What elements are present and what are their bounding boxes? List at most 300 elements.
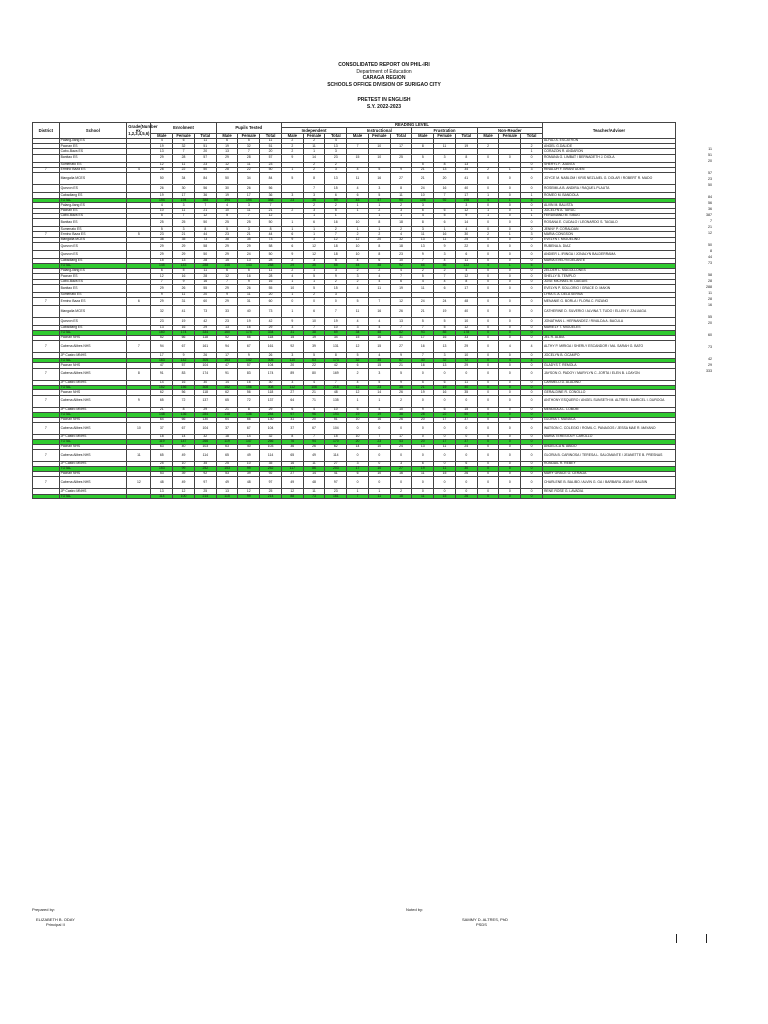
value-cell: 174 [238,331,260,336]
grade-cell: 10 [127,422,151,434]
value-cell: 8 [455,279,477,284]
value-cell: 7 [325,306,347,318]
value-cell: 16 [173,326,195,331]
noter-name: SAMMY D. ALTRES, PhD [462,917,508,922]
value-cell: 0 [499,203,521,208]
value-cell: 0 [499,243,521,251]
value-cell: 147 [173,440,195,445]
school-year: S.Y. 2022-2023 [366,103,402,110]
value-cell: 6 [347,193,369,198]
value-cell [281,185,303,193]
value-cell: 13 [216,326,238,331]
value-cell: 137 [260,395,282,407]
value-cell: 118 [260,336,282,341]
value-cell: 145 [216,264,238,269]
col-instructional: Instructional [347,128,412,133]
value-cell: 49 [281,477,303,489]
value-cell: 8 [325,353,347,358]
value-cell: 0 [521,219,543,227]
value-cell: 0 [281,298,303,306]
value-cell: 0 [390,477,412,489]
school-cell: TOTAL [59,385,127,390]
value-cell: 0 [521,390,543,395]
value-cell: 19 [216,144,238,149]
value-cell: 34 [173,173,195,185]
value-cell: 62 [325,444,347,449]
district-cell [33,494,60,499]
value-cell: 13 [390,318,412,326]
value-cell: 0 [477,341,499,353]
value-cell: 42 [194,318,216,326]
value-cell: 11 [412,232,434,237]
value-cell: 11 [434,144,456,149]
value-cell: 11 [238,208,260,213]
value-cell: 0 [434,489,456,494]
value-cell: 29 [455,363,477,368]
value-cell: 0 [499,407,521,412]
value-cell: 131 [325,341,347,353]
value-cell: 51 [325,417,347,422]
value-cell: 16 [281,462,303,467]
value-cell: 16 [368,336,390,341]
district-cell: 7 [33,298,60,306]
value-cell: 31 [173,298,195,306]
value-cell: 23 [216,318,238,326]
grade-cell [127,243,151,251]
value-cell: 0 [521,162,543,167]
value-cell: 18 [325,251,347,259]
value-cell: 11 [238,162,260,167]
value-cell: 67 [238,422,260,434]
value-cell: 44 [347,264,369,269]
value-cell: 2 [281,144,303,149]
value-cell: 0 [368,422,390,434]
value-cell: 0 [499,306,521,318]
value-cell: 0 [521,173,543,185]
col-non-reader: Non-Reader [477,128,542,133]
school-cell: JP Castro MNHS [59,462,127,467]
value-cell: 18 [325,243,347,251]
value-cell: 3 [173,203,195,208]
value-cell: 16 [238,274,260,279]
col-female: Female [499,133,521,138]
value-cell: 24 [412,298,434,306]
value-cell: 0 [477,279,499,284]
value-cell: 65 [281,450,303,462]
value-cell: 40 [455,385,477,390]
table-row [33,219,676,227]
value-cell: 12 [347,237,369,242]
value-cell: 10 [390,407,412,412]
value-cell: 52 [216,336,238,341]
value-cell: 5 [368,168,390,173]
side-number-column [682,146,712,374]
district-cell: 7 [33,395,60,407]
district-cell: 7 [33,341,60,353]
value-cell: 9 [390,168,412,173]
side-number: 387 [706,213,712,217]
value-cell: 37 [455,440,477,445]
value-cell: 1 [347,395,369,407]
value-cell: 103 [194,444,216,449]
value-cell: 92 [260,471,282,476]
value-cell: 1 [521,213,543,218]
value-cell: 104 [194,422,216,434]
value-cell: 1 [347,203,369,208]
value-cell: 4 [368,279,390,284]
value-cell: 5 [325,259,347,264]
adviser-cell: SHERYL F. JUANTA [542,162,675,167]
value-cell: 10 [368,154,390,162]
noted-by-block [406,907,508,927]
value-cell: 0 [455,422,477,434]
value-cell: 5 [303,284,325,292]
adviser-cell: ANGELICA N. ABIDO [542,444,675,449]
value-cell: 0 [477,412,499,417]
value-cell: 27 [390,467,412,472]
value-cell: 21 [412,385,434,390]
value-cell: 2 [434,268,456,273]
value-cell: 12 [194,213,216,218]
value-cell: 2 [521,144,543,149]
value-cell: 11 [347,173,369,185]
value-cell: 10 [347,243,369,251]
value-cell: 8 [260,227,282,232]
value-cell: 0 [521,368,543,380]
value-cell: 2 [303,162,325,167]
value-cell: 4 [347,284,369,292]
value-cell: 2 [477,144,499,149]
value-cell: 308 [260,385,282,390]
value-cell: 0 [477,422,499,434]
value-cell: 0 [521,417,543,422]
value-cell: 12 [151,274,173,279]
value-cell: 25 [173,219,195,227]
value-cell: 4 [390,268,412,273]
value-cell: 15 [347,336,369,341]
value-cell: 55 [194,284,216,292]
value-cell: 0 [477,380,499,385]
value-cell: 5 [216,213,238,218]
grade-cell: 9 [127,395,151,407]
value-cell: 6 [281,243,303,251]
value-cell: 97 [281,412,303,417]
table-row [33,450,676,462]
side-number: 23 [708,177,712,181]
value-cell: 11 [194,138,216,143]
value-cell: 8 [173,407,195,412]
value-cell: 4 [477,264,499,269]
table-row [33,341,676,353]
adviser-cell: JAYSON O. PADOY / MARYLYN C. JORTA / ELEN B. LOAYON [542,368,675,380]
value-cell: 4 [368,407,390,412]
value-cell: 0 [477,368,499,380]
district-cell [33,219,60,227]
value-cell: 3 [325,168,347,173]
value-cell: 106 [303,385,325,390]
side-number: 60 [708,333,712,337]
value-cell: 9 [390,380,412,385]
value-cell: 0 [521,298,543,306]
value-cell: 48 [368,331,390,336]
value-cell: 0 [499,395,521,407]
value-cell: 1 [499,264,521,269]
value-cell: 5 [434,213,456,218]
grade-cell: 6 [127,298,151,306]
value-cell: 0 [521,331,543,336]
value-cell: 37 [455,417,477,422]
value-cell: 13 [151,489,173,494]
value-cell: 20 [412,417,434,422]
value-cell: 37 [281,422,303,434]
value-cell: 28 [412,412,434,417]
value-cell: 73 [260,237,282,242]
value-cell: 29 [151,284,173,292]
value-cell: 63 [216,444,238,449]
value-cell: 24 [390,444,412,449]
value-cell: 388 [194,198,216,203]
value-cell: 29 [216,284,238,292]
value-cell: 13 [412,243,434,251]
adviser-cell: CARMELO D. ALADINO [542,380,675,385]
value-cell: 69 [325,331,347,336]
district-cell: 7 [33,232,60,237]
value-cell: 12 [455,208,477,213]
value-cell: 56 [194,185,216,193]
value-cell: 15 [216,259,238,264]
value-cell: 143 [238,264,260,269]
value-cell: 174 [173,331,195,336]
col-total: Total [260,133,282,138]
value-cell: 104 [194,363,216,368]
school-cell: Sumenato ES [59,227,127,232]
value-cell: 173 [325,358,347,363]
value-cell: 10 [325,407,347,412]
value-cell: 10 [390,259,412,264]
value-cell: 18 [390,219,412,227]
value-cell: 3 [521,168,543,173]
value-cell: 0 [477,395,499,407]
value-cell: 1 [521,193,543,198]
value-cell: 5 [412,318,434,326]
value-cell: 63 [151,444,173,449]
grade-cell: 5 [127,232,151,237]
value-cell: 7 [390,326,412,331]
value-cell: 16 [390,471,412,476]
value-cell: 92 [434,198,456,203]
value-cell: 5 [303,274,325,279]
value-cell: 4 [390,232,412,237]
school-cell: TOTAL [59,494,127,499]
district-cell [33,185,60,193]
value-cell: 1 [499,232,521,237]
value-cell: 99 [238,467,260,472]
side-number: 11 [708,291,712,295]
value-cell: 145 [151,264,173,269]
value-cell: 0 [412,434,434,439]
value-cell: 0 [521,440,543,445]
value-cell: 12 [173,489,195,494]
value-cell: 4 [303,407,325,412]
value-cell: 34 [455,168,477,173]
school-cell: Quezon ES [59,185,127,193]
value-cell: 1 [303,227,325,232]
value-cell: 0 [477,450,499,462]
value-cell: 20 [281,363,303,368]
value-cell: 94 [303,440,325,445]
value-cell: 0 [499,251,521,259]
value-cell: 2 [368,232,390,237]
value-cell: 57 [173,363,195,368]
col-enrolment: Enrolment [151,123,216,134]
value-cell: 28 [238,154,260,162]
value-cell: 67 [390,358,412,363]
value-cell: 4 [434,259,456,264]
school-cell: Cabo-Baza ES [59,279,127,284]
value-cell: 58 [260,243,282,251]
value-cell: 6 [151,268,173,273]
value-cell: 9 [455,213,477,218]
value-cell: 4 [368,274,390,279]
value-cell: 18 [151,434,173,439]
value-cell: 2 [325,162,347,167]
value-cell: 16 [434,390,456,395]
value-cell: 142 [173,358,195,363]
district-cell: 7 [33,168,60,173]
value-cell: 8 [281,434,303,439]
side-number: 12 [708,231,712,235]
value-cell: 9 [216,292,238,297]
value-cell: 7 [216,279,238,284]
value-cell: 15 [325,434,347,439]
value-cell: 0 [499,380,521,385]
value-cell: 0 [499,279,521,284]
value-cell: 0 [477,477,499,489]
adviser-cell: MARIA TERESITA P. CAROLLO [542,434,675,439]
value-cell: 8 [368,251,390,259]
value-cell: 31 [281,331,303,336]
value-cell: 23 [281,198,303,203]
value-cell: 29 [173,243,195,251]
value-cell: 0 [434,368,456,380]
value-cell: 0 [368,477,390,489]
value-cell: 16 [260,279,282,284]
value-cell: 29 [194,407,216,412]
value-cell: 203 [325,467,347,472]
value-cell: 0 [499,274,521,279]
value-cell: 11 [434,237,456,242]
value-cell: 1 [347,208,369,213]
value-cell: 3 [434,154,456,162]
value-cell: 148 [151,412,173,417]
value-cell: 31 [281,417,303,422]
value-cell: 51 [194,144,216,149]
value-cell: 35 [194,462,216,467]
value-cell: 10 [347,434,369,439]
school-cell: Mangalia MCES [59,173,127,185]
value-cell: 9 [281,154,303,162]
value-cell: 19 [347,412,369,417]
adviser-cell: ROSEMILA B. ANDIRA / RAQUEL PLAUTA [542,185,675,193]
value-cell: 266 [260,440,282,445]
value-cell: 4 [477,198,499,203]
value-cell: 10 [151,208,173,213]
school-cell: Palang-ilang ES [59,138,127,143]
value-cell: 11 [390,193,412,198]
preparer-title: Principal II [46,922,65,927]
value-cell: 11 [434,467,456,472]
value-cell: 14 [238,434,260,439]
value-cell: 65 [216,450,238,462]
value-cell: 0 [499,444,521,449]
value-cell: 48 [455,298,477,306]
value-cell: 117 [281,467,303,472]
value-cell: 9 [325,274,347,279]
value-cell: 29 [151,243,173,251]
adviser-cell: EVELYN P. SOLLORIO / GRACE O. MAKIN [542,284,675,292]
value-cell: 1 [368,203,390,208]
value-cell: 0 [499,318,521,326]
adviser-cell: GLADYS T. REMOLA [542,363,675,368]
value-cell: 7 [151,279,173,284]
value-cell: 39 [173,471,195,476]
adviser-cell: ANDIER L. IRINGA / JONALYN BALDERRAMA [542,251,675,259]
value-cell: 4 [521,341,543,353]
value-cell: 266 [194,440,216,445]
value-cell: 28 [194,259,216,264]
value-cell: 252 [260,467,282,472]
value-cell: 161 [260,341,282,353]
value-cell: 7 [412,353,434,358]
side-number: 20 [708,321,712,325]
school-cell: JP Castro MNHS [59,407,127,412]
value-cell: 0 [521,489,543,494]
value-cell: 163 [216,358,238,363]
value-cell: 43 [390,440,412,445]
value-cell: 28 [173,154,195,162]
value-cell: 0 [455,450,477,462]
school-cell: Banitao ES [59,219,127,227]
value-cell: 7 [347,144,369,149]
value-cell: 6 [412,462,434,467]
value-cell: 36 [260,193,282,198]
adviser-cell: MENDIOLA L. LOBOM [542,407,675,412]
table-row [33,477,676,489]
value-cell: 4 [281,274,303,279]
value-cell: 67 [173,422,195,434]
value-cell: 34 [238,173,260,185]
value-cell: 27 [281,390,303,395]
value-cell: 40 [455,306,477,318]
value-cell: 0 [499,440,521,445]
value-cell: 1 [281,279,303,284]
value-cell: 29 [194,326,216,331]
value-cell: 14 [151,380,173,385]
value-cell: 3 [281,353,303,358]
school-cell: TOTAL [59,331,127,336]
value-cell: 4 [499,358,521,363]
value-cell: 15 [368,363,390,368]
value-cell: 36 [303,264,325,269]
value-cell: 4 [368,318,390,326]
value-cell: 6 [303,219,325,227]
value-cell: 37 [216,422,238,434]
value-cell: 0 [499,213,521,218]
value-cell: 3 [412,227,434,232]
adviser-cell [542,494,675,499]
value-cell: 40 [238,444,260,449]
value-cell: 153 [151,467,173,472]
